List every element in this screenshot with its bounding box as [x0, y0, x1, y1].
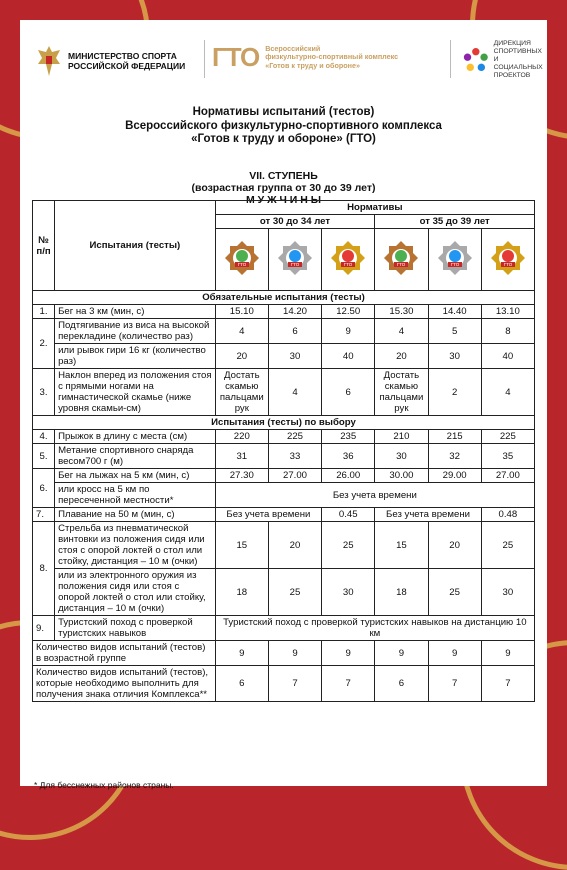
row-num: 2.	[33, 319, 55, 369]
test-name: Бег на 3 км (мин, с)	[55, 305, 216, 319]
norm-value: 15	[215, 522, 268, 569]
norm-value: 36	[322, 444, 375, 469]
footnote: * Для бесснежных районов страны.	[34, 780, 174, 790]
age-header-35-39: от 35 до 39 лет	[375, 215, 535, 229]
row-num: 1.	[33, 305, 55, 319]
norm-value: 4	[215, 319, 268, 344]
title-line-1: Нормативы испытаний (тестов)	[192, 106, 375, 118]
row-num: 3.	[33, 369, 55, 416]
norm-value: 9	[481, 641, 534, 666]
test-name: Количество видов испытаний (тестов) в возрастной группе	[33, 641, 216, 666]
norm-value: 9	[268, 641, 321, 666]
norm-value: 25	[268, 569, 321, 616]
norm-value: 15	[375, 522, 428, 569]
header-row	[33, 201, 535, 215]
table-row	[33, 319, 535, 344]
norm-value: 225	[268, 430, 321, 444]
norm-value: 32	[428, 444, 481, 469]
row-num: 5.	[33, 444, 55, 469]
norm-value: Без учета времени	[215, 508, 321, 522]
norm-value: Туристский поход с проверкой туристских навыков на дистанцию 10 км	[215, 616, 534, 641]
norm-value: Достать скамью пальцами рук	[375, 369, 428, 416]
norm-value: 27.00	[268, 469, 321, 483]
norm-value: 8	[481, 319, 534, 344]
norm-value: 210	[375, 430, 428, 444]
table-row	[33, 430, 535, 444]
document-sheet	[20, 20, 547, 790]
test-name: Бег на лыжах на 5 км (мин, с)	[55, 469, 216, 483]
row-num: 7.	[33, 508, 55, 522]
norm-value: 20	[375, 344, 428, 369]
row-num: 8.	[33, 522, 55, 616]
test-name: Плавание на 50 м (мин, с)	[55, 508, 216, 522]
norm-value: 33	[268, 444, 321, 469]
gender-label: М У Ж Ч И Н Ы	[245, 194, 322, 206]
norm-value: 25	[428, 569, 481, 616]
norm-value: 235	[322, 430, 375, 444]
norm-value: 15.10	[215, 305, 268, 319]
norm-value: 6	[268, 319, 321, 344]
table-row	[33, 641, 535, 666]
norm-value: 30	[322, 569, 375, 616]
norm-value: 7	[322, 666, 375, 702]
table-row	[33, 344, 535, 369]
divider	[450, 40, 451, 78]
col-test-header: Испытания (тесты)	[55, 201, 216, 291]
norm-value: 20	[215, 344, 268, 369]
test-name: Подтягивание из виса на высокой перекладине (количество раз)	[55, 319, 216, 344]
norm-value: 20	[428, 522, 481, 569]
badge-cell	[375, 229, 428, 291]
row-num: 6.	[33, 469, 55, 508]
table-row	[33, 305, 535, 319]
norm-value: 26.00	[322, 469, 375, 483]
norm-value: 27.30	[215, 469, 268, 483]
norm-value: 4	[481, 369, 534, 416]
stage-title: VII. СТУПЕНЬ	[249, 170, 318, 182]
gto-text-3: «Готов к труду и обороне»	[265, 60, 360, 70]
doc-title	[20, 106, 547, 147]
norm-value: 4	[375, 319, 428, 344]
gto-badge-icon	[437, 240, 473, 276]
direction-line-1: ДИРЕКЦИЯ	[493, 40, 531, 47]
badge-label: ГТО	[450, 262, 459, 267]
star-icon	[462, 45, 490, 75]
norm-value: 30	[375, 444, 428, 469]
norm-value: 0.48	[481, 508, 534, 522]
norm-value: 9	[215, 641, 268, 666]
norm-value: 30.00	[375, 469, 428, 483]
norm-value: 6	[375, 666, 428, 702]
test-name: Наклон вперед из положения стоя с прямыми ногами на гимнастической скамье (ниже уровня скамьи-см)	[55, 369, 216, 416]
test-name: Прыжок в длину с места (см)	[55, 430, 216, 444]
norm-value: 27.00	[481, 469, 534, 483]
badge-label: ГТО	[237, 262, 247, 267]
gto-logo	[212, 42, 398, 73]
norm-value: Без учета времени	[215, 483, 534, 508]
divider	[204, 40, 205, 78]
table-row	[33, 522, 535, 569]
test-name: Метание спортивного снаряда весом700 г (м)	[55, 444, 216, 469]
norm-value: 12.50	[322, 305, 375, 319]
row-num: 4.	[33, 430, 55, 444]
gto-badge-icon	[383, 240, 419, 276]
norm-value: 18	[375, 569, 428, 616]
row-num: 9.	[33, 616, 55, 641]
age-header-30-34: от 30 до 34 лет	[215, 215, 375, 229]
badge-cell	[322, 229, 375, 291]
table-row	[33, 369, 535, 416]
norm-value: 7	[268, 666, 321, 702]
norm-value: 5	[428, 319, 481, 344]
norm-value: 30	[481, 569, 534, 616]
badge-label: ГТО	[290, 262, 300, 267]
norm-value: 13.10	[481, 305, 534, 319]
table-row	[33, 569, 535, 616]
table-row	[33, 483, 535, 508]
test-name: или из электронного оружия из положения сидя или стоя с опорой локтей о стол или стойку, дистанция – 10 м (очки)	[55, 569, 216, 616]
ministry-logo	[36, 44, 185, 78]
norm-value: 9	[428, 641, 481, 666]
test-name: или кросс на 5 км по пересеченной местности*	[55, 483, 216, 508]
norm-value: 30	[268, 344, 321, 369]
gto-badge-icon	[224, 240, 260, 276]
eagle-icon	[36, 44, 62, 78]
norm-value: 0.45	[322, 508, 375, 522]
table-row	[33, 469, 535, 483]
test-name: Стрельба из пневматической винтовки из положения сидя или стоя с опорой локтей о стол или стойку, дистанция – 10 м (очки)	[55, 522, 216, 569]
section-row	[33, 291, 535, 305]
direction-line-3: И СОЦИАЛЬНЫХ	[493, 56, 543, 71]
norm-value: 215	[428, 430, 481, 444]
norm-value: 225	[481, 430, 534, 444]
table-row	[33, 444, 535, 469]
test-name: или рывок гири 16 кг (количество раз)	[55, 344, 216, 369]
norm-value: 40	[481, 344, 534, 369]
norm-value: 7	[481, 666, 534, 702]
norm-value: 20	[268, 522, 321, 569]
norm-value: 2	[428, 369, 481, 416]
test-name: Туристский поход с проверкой туристских навыков	[55, 616, 216, 641]
norm-value: 35	[481, 444, 534, 469]
section-mandatory: Обязательные испытания (тесты)	[33, 291, 535, 305]
section-row	[33, 416, 535, 430]
direction-logo	[462, 40, 545, 80]
norm-value: 18	[215, 569, 268, 616]
col-norms-header: Нормативы	[215, 201, 534, 215]
norm-value: 7	[428, 666, 481, 702]
gto-text-2: физкультурно-спортивный комплекс	[265, 52, 399, 62]
norm-value: Без учета времени	[375, 508, 481, 522]
norm-value: Достать скамью пальцами рук	[215, 369, 268, 416]
norm-value: 40	[322, 344, 375, 369]
norm-value: 30	[428, 344, 481, 369]
norm-value: 14.40	[428, 305, 481, 319]
norm-value: 9	[322, 319, 375, 344]
ministry-line-2: РОССИЙСКОЙ ФЕДЕРАЦИИ	[68, 61, 186, 71]
norm-value: 4	[268, 369, 321, 416]
norm-value: 25	[481, 522, 534, 569]
badge-label: ГТО	[503, 262, 513, 267]
col-num-header: № п/п	[33, 201, 55, 291]
badge-cell	[428, 229, 481, 291]
badge-cell	[268, 229, 321, 291]
badge-label: ГТО	[343, 262, 353, 267]
norm-value: 220	[215, 430, 268, 444]
badge-cell	[481, 229, 534, 291]
table-row	[33, 616, 535, 641]
norm-value: 6	[322, 369, 375, 416]
direction-line-4: ПРОЕКТОВ	[493, 72, 531, 79]
title-line-3: «Готов к труду и обороне» (ГТО)	[191, 133, 376, 145]
norm-value: 9	[375, 641, 428, 666]
norm-value: 15.30	[375, 305, 428, 319]
section-optional: Испытания (тесты) по выбору	[33, 416, 535, 430]
norm-value: 31	[215, 444, 268, 469]
title-line-2: Всероссийского физкультурно-спортивного комплекса	[125, 119, 442, 132]
header	[34, 34, 543, 92]
badge-label: ГТО	[397, 262, 406, 267]
norm-value: 14.20	[268, 305, 321, 319]
table-row	[33, 508, 535, 522]
table-row	[33, 666, 535, 702]
test-name: Количество видов испытаний (тестов), которые необходимо выполнить для получения знака отличия Комплекса**	[33, 666, 216, 702]
gto-text-1: Всероссийский	[265, 43, 321, 53]
gto-badge-icon	[277, 240, 313, 276]
norm-value: 9	[322, 641, 375, 666]
gto-logo-text: ГТО	[212, 42, 260, 72]
norms-table	[32, 200, 535, 702]
ministry-line-1: МИНИСТЕРСТВО СПОРТА	[68, 51, 177, 61]
gto-badge-icon	[330, 240, 366, 276]
direction-line-2: СПОРТИВНЫХ	[493, 48, 542, 55]
gto-badge-icon	[490, 240, 526, 276]
norm-value: 6	[215, 666, 268, 702]
badge-cell	[215, 229, 268, 291]
norm-value: 29.00	[428, 469, 481, 483]
age-group: (возрастная группа от 30 до 39 лет)	[191, 182, 376, 194]
norm-value: 25	[322, 522, 375, 569]
